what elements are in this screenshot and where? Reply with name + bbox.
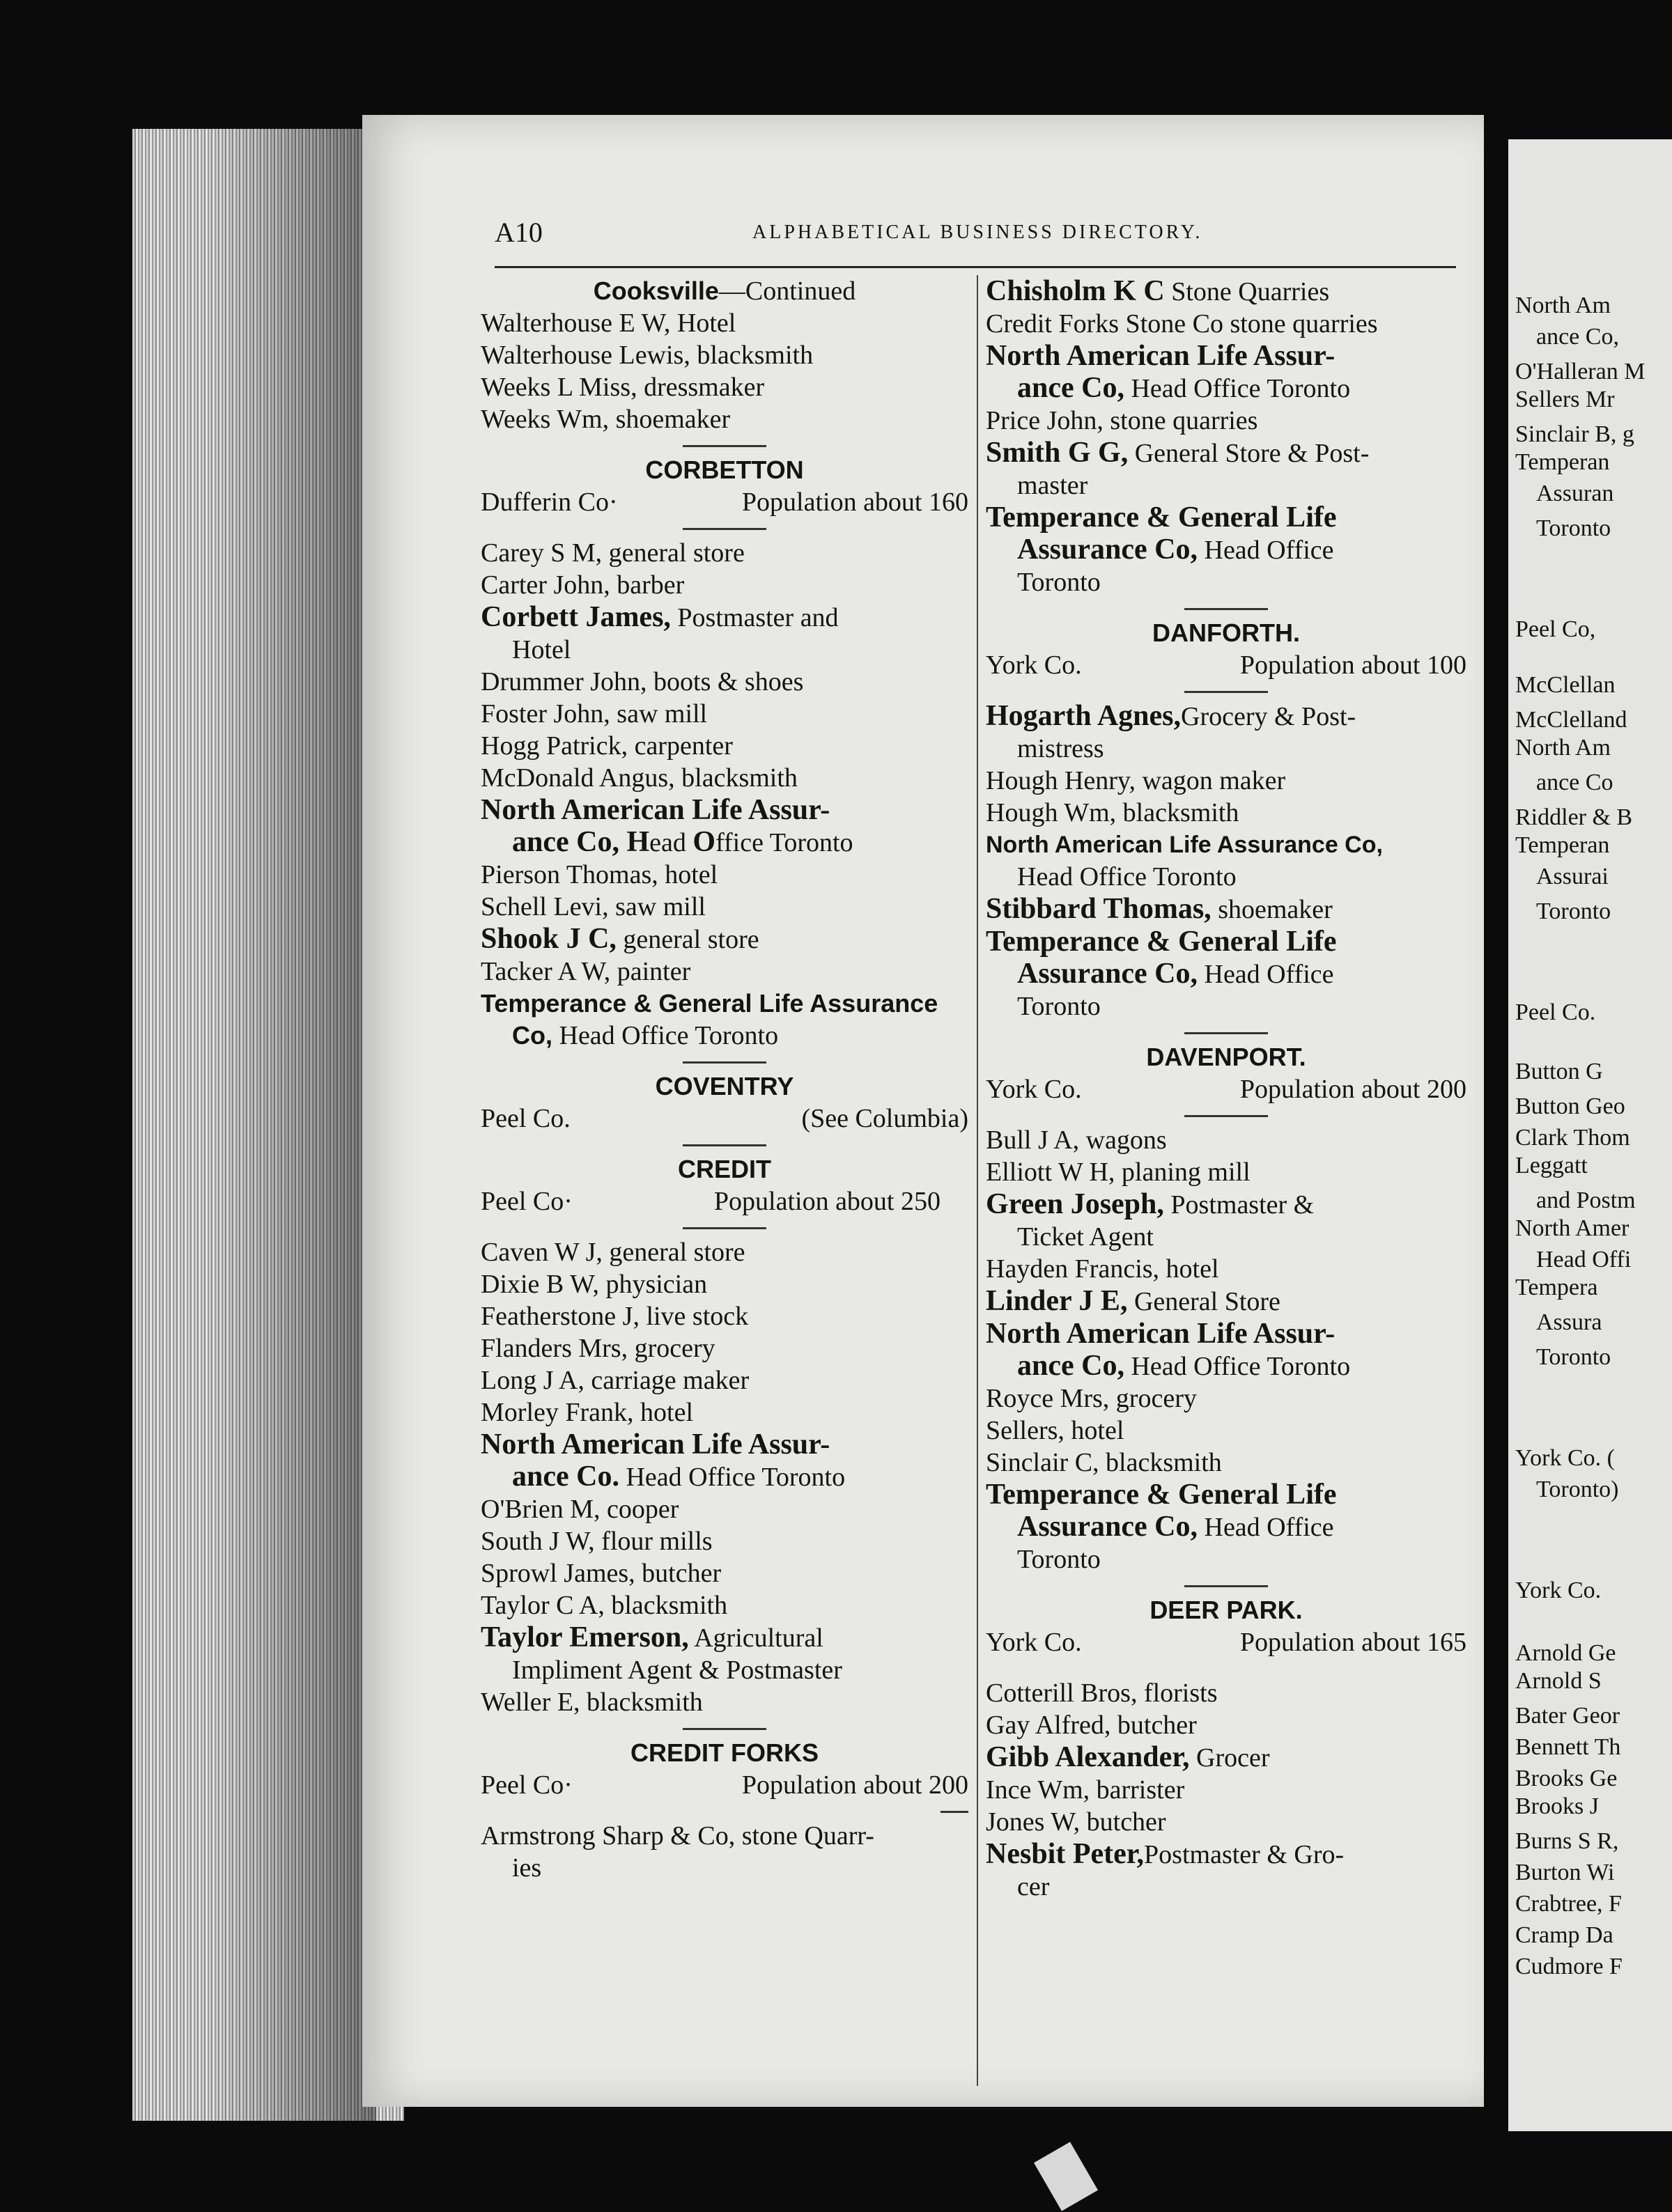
listing: North American Life Assur-: [481, 794, 830, 826]
listing: Gay Alfred, butcher: [986, 1711, 1197, 1740]
listing: Weeks Wm, shoemaker: [481, 405, 731, 434]
listing: South J W, flour mills: [481, 1527, 713, 1556]
np-line: Leggatt: [1515, 1153, 1588, 1178]
divider: [1184, 1115, 1268, 1117]
left-column: [481, 275, 968, 1884]
right-column: [986, 275, 1466, 1903]
listing: O'Brien M, cooper: [481, 1495, 679, 1524]
listing: Long J A, carriage maker: [481, 1366, 750, 1395]
listing: North American Life Assur-: [986, 340, 1336, 372]
listing-continued: Hotel: [512, 635, 571, 664]
listing: Walterhouse E W, Hotel: [481, 309, 736, 338]
divider: [683, 1061, 766, 1064]
listing-continued: Head Office Toronto: [1017, 862, 1237, 891]
listing: Nesbit Peter,Postmaster & Gro-: [986, 1838, 1345, 1870]
listing: Temperance & General Life: [986, 926, 1337, 958]
listing: Price John, stone quarries: [986, 406, 1258, 435]
section-heading: DAVENPORT.: [1146, 1043, 1306, 1071]
np-line: Assurai: [1536, 864, 1609, 889]
section-meta: York Co. Population about 165: [986, 1628, 1466, 1657]
listing: Carey S M, general store: [481, 538, 745, 568]
listing: McDonald Angus, blacksmith: [481, 763, 798, 793]
np-line: Temperan: [1515, 449, 1610, 475]
np-line: Bater Geor: [1515, 1703, 1620, 1729]
listing: Temperance & General Life: [986, 501, 1337, 533]
listing-continued: ance Co. Head Office Toronto: [512, 1461, 846, 1493]
section-continued-heading: Cooksville—Continued: [593, 276, 856, 306]
section-heading: COVENTRY: [655, 1072, 794, 1100]
listing: Weller E, blacksmith: [481, 1688, 703, 1717]
page-number: A10: [495, 217, 543, 248]
np-line: Crabtree, F: [1515, 1891, 1622, 1917]
np-line: Brooks J: [1515, 1793, 1599, 1819]
np-line: Button G: [1515, 1059, 1603, 1084]
np-line: Brooks Ge: [1515, 1766, 1618, 1791]
listing-continued: ance Co, Head Office Toronto: [1017, 372, 1351, 404]
listing: Hogg Patrick, carpenter: [481, 731, 733, 761]
np-line: Burns S R,: [1515, 1828, 1619, 1854]
listing: Morley Frank, hotel: [481, 1398, 694, 1427]
listing: Credit Forks Stone Co stone quarries: [986, 309, 1378, 338]
listing-continued: ies: [512, 1853, 542, 1883]
np-line: Head Offi: [1536, 1247, 1632, 1272]
listing: Schell Levi, saw mill: [481, 892, 706, 921]
np-line: ance Co: [1536, 770, 1613, 795]
listing: Armstrong Sharp & Co, stone Quarr-: [481, 1821, 874, 1851]
divider: [940, 1811, 968, 1813]
section-heading: CORBETTON: [645, 455, 804, 484]
section-meta: Peel Co· Population about 250: [481, 1187, 940, 1216]
listing: Hogarth Agnes,Grocery & Post-: [986, 700, 1356, 732]
listing: Taylor C A, blacksmith: [481, 1591, 728, 1620]
np-line: Arnold Ge: [1515, 1640, 1616, 1666]
section-heading: CREDIT: [678, 1155, 771, 1183]
np-line: McClellan: [1515, 672, 1616, 698]
divider: [683, 445, 766, 447]
divider: [683, 528, 766, 530]
listing-continued: ance Co, Head Office Toronto: [512, 826, 853, 858]
listing: Tacker A W, painter: [481, 957, 691, 986]
np-line: Burton Wi: [1515, 1860, 1615, 1885]
listing-continued: master: [1017, 471, 1088, 500]
divider: [683, 1144, 766, 1146]
np-line: York Co. (: [1515, 1445, 1615, 1471]
np-line: Arnold S: [1515, 1668, 1602, 1694]
listing: Jones W, butcher: [986, 1807, 1166, 1837]
listing: Caven W J, general store: [481, 1238, 745, 1267]
listing: Stibbard Thomas, shoemaker: [986, 893, 1333, 925]
listing: Bull J A, wagons: [986, 1126, 1167, 1155]
divider: [1184, 1585, 1268, 1587]
listing: Flanders Mrs, grocery: [481, 1334, 715, 1363]
listing-continued: Assurance Co, Head Office: [1017, 958, 1334, 990]
np-line: Riddler & B: [1515, 804, 1633, 830]
np-line: Toronto): [1536, 1477, 1619, 1502]
listing: Royce Mrs, grocery: [986, 1384, 1197, 1413]
np-line: Peel Co,: [1515, 616, 1596, 642]
section-meta: Dufferin Co· Population about 160: [481, 488, 968, 517]
section-meta: Peel Co· Population about 200: [481, 1770, 968, 1800]
listing-continued: Impliment Agent & Postmaster: [512, 1656, 842, 1685]
section-meta: Peel Co. (See Columbia): [481, 1104, 968, 1133]
listing-continued: ance Co, Head Office Toronto: [1017, 1350, 1351, 1382]
listing: Featherstone J, live stock: [481, 1302, 749, 1331]
header-rule: [495, 266, 1456, 268]
listing: Hough Wm, blacksmith: [986, 798, 1239, 827]
np-line: and Postm: [1536, 1187, 1636, 1213]
listing: Walterhouse Lewis, blacksmith: [481, 341, 814, 370]
np-line: Peel Co.: [1515, 999, 1596, 1025]
np-line: Toronto: [1536, 898, 1611, 924]
np-line: McClelland: [1515, 707, 1627, 733]
np-line: North Amer: [1515, 1215, 1630, 1241]
listing: Temperance & General Life: [986, 1479, 1337, 1511]
listing: Green Joseph, Postmaster &: [986, 1188, 1315, 1220]
np-line: ance Co,: [1536, 324, 1619, 350]
section-meta: York Co. Population about 200: [986, 1075, 1466, 1104]
listing: Foster John, saw mill: [481, 699, 708, 729]
np-line: Toronto: [1536, 1344, 1611, 1370]
listing: Gibb Alexander, Grocer: [986, 1741, 1270, 1773]
listing: Sinclair C, blacksmith: [986, 1448, 1222, 1477]
listing: Temperance & General Life Assurance: [481, 989, 938, 1018]
listing: Sprowl James, butcher: [481, 1559, 722, 1588]
listing: North American Life Assurance Co,: [986, 832, 1383, 858]
listing: Taylor Emerson, Agricultural: [481, 1621, 823, 1653]
np-line: Tempera: [1515, 1275, 1598, 1300]
np-line: Bennett Th: [1515, 1734, 1621, 1760]
divider: [683, 1227, 766, 1229]
facing-page: [1508, 139, 1672, 2131]
np-line: Sinclair B, g: [1515, 421, 1634, 447]
listing-continued: Toronto: [1017, 568, 1101, 597]
np-line: Sellers Mr: [1515, 387, 1615, 412]
listing-continued: Co, Head Office Toronto: [512, 1021, 779, 1050]
np-line: York Co.: [1515, 1578, 1602, 1603]
listing: Shook J C, general store: [481, 923, 759, 955]
listing: Linder J E, General Store: [986, 1285, 1280, 1317]
divider: [683, 1728, 766, 1730]
listing: North American Life Assur-: [986, 1318, 1336, 1350]
listing: Elliott W H, planing mill: [986, 1158, 1251, 1187]
listing-continued: Toronto: [1017, 992, 1101, 1021]
np-line: Toronto: [1536, 515, 1611, 541]
divider: [1184, 608, 1268, 610]
np-line: Button Geo: [1515, 1093, 1625, 1119]
listing: North American Life Assur-: [481, 1428, 830, 1461]
listing: Drummer John, boots & shoes: [481, 667, 804, 696]
np-line: Cudmore F: [1515, 1954, 1623, 1979]
spacer: [1184, 1668, 1268, 1670]
listing: Carter John, barber: [481, 570, 685, 600]
listing-continued: Assurance Co, Head Office: [1017, 533, 1334, 566]
section-heading: DEER PARK.: [1150, 1596, 1303, 1624]
np-line: North Am: [1515, 293, 1611, 318]
listing-continued: Ticket Agent: [1017, 1222, 1154, 1252]
column-divider: [977, 275, 978, 2086]
divider: [1184, 1032, 1268, 1034]
np-line: Clark Thom: [1515, 1125, 1630, 1151]
np-line: North Am: [1515, 735, 1611, 761]
listing-continued: Toronto: [1017, 1545, 1101, 1574]
section-meta: York Co. Population about 100: [986, 651, 1466, 680]
page-title: ALPHABETICAL BUSINESS DIRECTORY.: [752, 221, 1203, 243]
listing: Hayden Francis, hotel: [986, 1254, 1219, 1284]
paper-tab: [1034, 2142, 1098, 2211]
np-line: Assuran: [1536, 481, 1614, 506]
listing: Hough Henry, wagon maker: [986, 766, 1286, 795]
section-heading: DANFORTH.: [1152, 618, 1300, 647]
page-header: [495, 216, 1456, 251]
page-edge-shadow: [209, 129, 376, 2121]
section-heading: CREDIT FORKS: [630, 1738, 819, 1767]
listing-continued: Assurance Co, Head Office: [1017, 1511, 1334, 1543]
np-line: Cramp Da: [1515, 1922, 1613, 1948]
listing: Dixie B W, physician: [481, 1270, 708, 1299]
listing: Sellers, hotel: [986, 1416, 1124, 1445]
divider: [1184, 691, 1268, 693]
listing: Pierson Thomas, hotel: [481, 860, 718, 889]
listing-continued: mistress: [1017, 734, 1104, 763]
np-line: O'Halleran M: [1515, 359, 1646, 384]
listing-continued: cer: [1017, 1872, 1050, 1901]
np-line: Temperan: [1515, 832, 1610, 858]
listing: Chisholm K C Stone Quarries: [986, 275, 1330, 307]
listing: Ince Wm, barrister: [986, 1775, 1185, 1805]
np-line: Assura: [1536, 1309, 1602, 1335]
listing: Smith G G, General Store & Post-: [986, 437, 1370, 469]
listing: Weeks L Miss, dressmaker: [481, 373, 765, 402]
listing: Cotterill Bros, florists: [986, 1679, 1218, 1708]
listing: Corbett James, Postmaster and: [481, 601, 839, 633]
